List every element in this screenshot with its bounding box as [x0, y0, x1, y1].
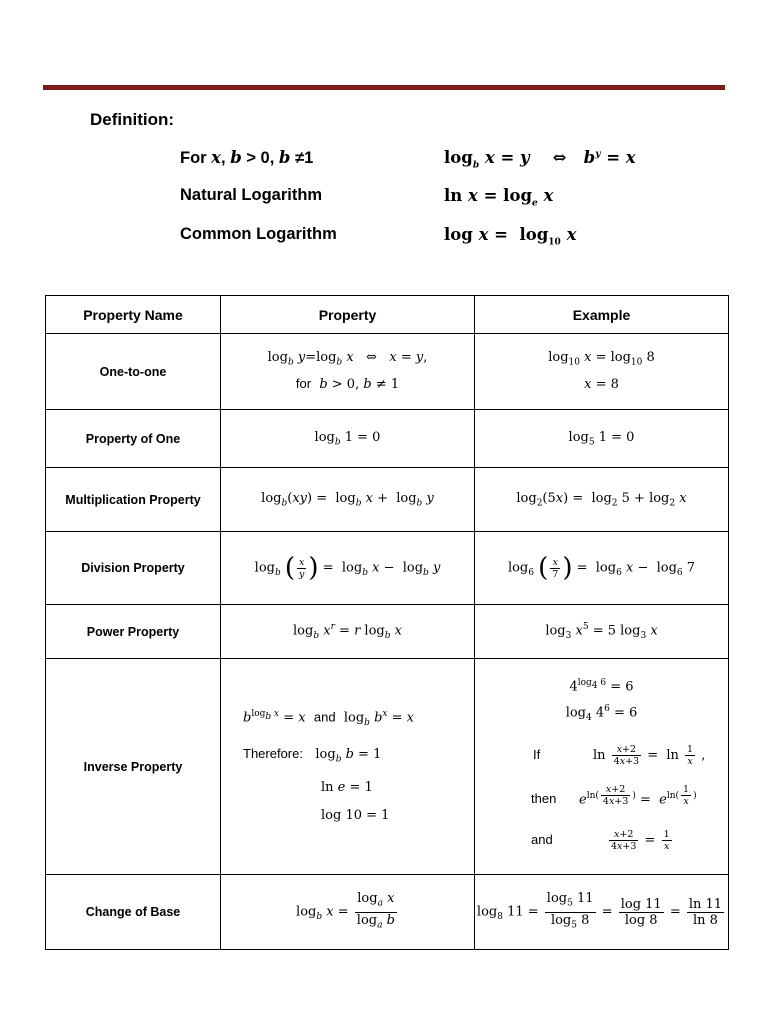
definition-eq-common: $\log x = \log_{10} x$ [444, 225, 577, 248]
row-name-multiplication: Multiplication Property [46, 468, 221, 532]
row-example-property-of-one: $\log_5 1 = 0$ [475, 410, 729, 468]
definition-row-common: Common Logarithm [180, 225, 337, 243]
table-row [46, 410, 729, 468]
table-row [46, 659, 729, 875]
row-name-inverse: Inverse Property [46, 659, 221, 875]
properties-table [45, 295, 729, 950]
header-property: Property [221, 296, 475, 334]
row-property-change-of-base: $\log_b x$ = $\frac{\log_a x}{\log_a b}$ [221, 875, 475, 950]
row-property-multiplication: $\log_b(xy) = \log_b x + \log_b y$ [221, 468, 475, 532]
definition-title: Definition: [90, 110, 175, 129]
row-name-property-of-one: Property of One [46, 410, 221, 468]
definition-eq-natural: $\ln x = \log_e x$ [444, 186, 554, 209]
table-row [46, 532, 729, 605]
row-property-one-to-one: $\log_b y=\log_b$ x ⇔ x = y, for b > 0, b ≠ 1 [221, 334, 475, 410]
row-example-power: $\log_3 x^5 = 5$ $\log_3 x$ [475, 605, 729, 659]
table-row [46, 468, 729, 532]
row-name-division: Division Property [46, 532, 221, 605]
row-name-power: Power Property [46, 605, 221, 659]
row-example-one-to-one: $\log_{10} x = \log_{10} 8$ x = 8 [475, 334, 729, 410]
row-property-inverse: $b^{log_b x} = x$ and $\log_b b^x = x$ Therefore: $\log_b b = 1$ ln e = 1 log 10 = 1 [221, 659, 475, 875]
row-example-multiplication: $\log_2(5x) = \log_2 5 + \log_2 x$ [475, 468, 729, 532]
row-property-property-of-one: $\log_b 1 = 0$ [221, 410, 475, 468]
table-row [46, 605, 729, 659]
header-property-name: Property Name [46, 296, 221, 334]
row-example-change-of-base: $\log_8 11$ = $\frac{\log_5 11}{\log_5 8}$ = $\frac{\log 11}{\log 8}$ = $\frac{\ln 11}{\ln 8}$ [475, 875, 729, 950]
table-row [46, 334, 729, 410]
row-property-division: $\log_b$ ( $\frac{x}{y}$ ) = $\log_b x - \log_b y$ [221, 532, 475, 605]
definition-row-general: For x, b > 0, b ≠1 [180, 148, 314, 167]
row-name-change-of-base: Change of Base [46, 875, 221, 950]
header-example: Example [475, 296, 729, 334]
table-row [46, 875, 729, 950]
row-example-inverse: $4^{log_4 6} = 6$ $\log_4 4^6 = 6$ If ln $\frac{x+2}{4x+3}$ = ln $\frac{1}{x}$ , then $e^{ln( \frac{x+2}{4x+3} )} = e^{ln( \frac{1}{x} )}$ and $\frac{x+2}{4x+3}$ = $\frac{1}{x}$ [475, 659, 729, 875]
row-name-one-to-one: One-to-one [46, 334, 221, 410]
table-header-row [46, 296, 729, 334]
definition-eq-general: $\log_b x = y$ ⇔ $b^y = x$ [444, 148, 636, 171]
row-property-power: $\log_b x^r = r$ $\log_b x$ [221, 605, 475, 659]
row-example-division: $\log_6$ ( $\frac{x}{7}$ ) = $\log_6 x - \log_6 7$ [475, 532, 729, 605]
header-rule [43, 85, 725, 90]
definition-row-natural: Natural Logarithm [180, 186, 323, 204]
